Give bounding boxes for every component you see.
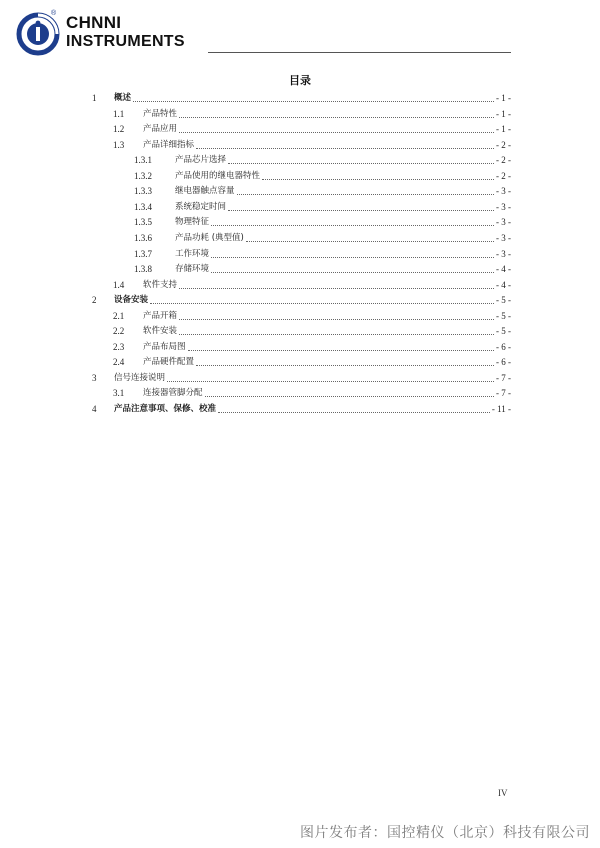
page-number: IV <box>498 788 508 798</box>
toc-entry-label[interactable]: 物理特征 <box>175 217 210 228</box>
toc-entry-number: 1.3.2 <box>134 170 152 181</box>
toc-entry-label[interactable]: 产品应用 <box>143 124 178 135</box>
toc-entry-page[interactable]: - 11 - <box>491 404 511 414</box>
toc-dot-leader <box>179 131 494 133</box>
toc-entry-page[interactable]: - 2 - <box>496 155 511 166</box>
toc-entry-label[interactable]: 产品开箱 <box>143 310 178 321</box>
toc-entry-label[interactable]: 软件安装 <box>143 326 178 337</box>
toc-dot-leader <box>167 380 494 382</box>
toc-entry[interactable] <box>92 291 511 306</box>
toc-entry-page[interactable]: - 5 - <box>496 326 511 337</box>
toc-title: 目录 <box>289 74 311 87</box>
toc-entry-number: 2.2 <box>113 326 125 337</box>
toc-dot-leader <box>188 349 494 351</box>
toc-entry-page[interactable]: - 3 - <box>496 186 511 197</box>
header-divider <box>208 52 511 53</box>
toc-dot-leader <box>246 240 494 242</box>
toc-entry-label[interactable]: 产品布局图 <box>143 341 186 352</box>
toc-entry-number: 1.2 <box>113 124 125 135</box>
toc-entry[interactable] <box>134 213 511 228</box>
toc-entry-label[interactable]: 产品注意事项、保修、校准 <box>114 404 217 414</box>
toc-dot-leader <box>218 411 490 413</box>
toc-entry[interactable] <box>92 369 511 384</box>
toc-entry-page[interactable]: - 5 - <box>496 295 511 306</box>
toc-dot-leader <box>150 302 494 304</box>
toc-entry-number: 1.3.1 <box>134 155 152 166</box>
toc-entry-number: 3.1 <box>113 388 125 399</box>
toc-dot-leader <box>237 193 494 195</box>
toc-entry-number: 3 <box>92 372 97 383</box>
toc-entry-number: 1.4 <box>113 279 125 290</box>
toc-dot-leader <box>205 395 494 397</box>
toc-entry[interactable] <box>113 322 511 337</box>
toc-entry-page[interactable]: - 1 - <box>496 93 511 103</box>
toc-entry-number: 2.3 <box>113 341 125 352</box>
toc-dot-leader <box>179 287 494 289</box>
toc-dot-leader <box>228 162 494 164</box>
toc-entry-number: 4 <box>92 404 97 414</box>
toc-entry-page[interactable]: - 1 - <box>496 108 511 119</box>
toc-entry[interactable] <box>134 260 511 275</box>
toc-entry-label[interactable]: 设备安装 <box>114 295 149 306</box>
toc-dot-leader <box>211 224 494 226</box>
toc-entry-number: 1.3.7 <box>134 248 152 259</box>
toc-entry-number: 1.3.3 <box>134 186 152 197</box>
toc-entry[interactable] <box>113 353 511 368</box>
toc-entry-page[interactable]: - 3 - <box>496 201 511 212</box>
toc-entry-label[interactable]: 工作环境 <box>175 248 210 259</box>
registered-mark: ® <box>51 10 57 17</box>
toc-entry-number: 2.1 <box>113 310 125 321</box>
brand-subtitle: INSTRUMENTS <box>66 33 185 50</box>
toc-entry-page[interactable]: - 2 - <box>496 170 511 181</box>
toc-dot-leader <box>262 178 494 180</box>
toc-entry-label[interactable]: 产品使用的继电器特性 <box>175 170 261 181</box>
brand-name: CHNNI <box>66 13 122 32</box>
toc-entry[interactable] <box>134 198 511 213</box>
toc-entry-label[interactable]: 产品特性 <box>143 108 178 119</box>
toc-entry[interactable] <box>113 120 511 135</box>
company-logo-icon <box>16 12 60 56</box>
toc-entry-label[interactable]: 产品功耗 (典型值) <box>175 232 244 243</box>
toc-entry-page[interactable]: - 2 - <box>496 139 511 150</box>
toc-entry-page[interactable]: - 6 - <box>496 341 511 352</box>
toc-entry-label[interactable]: 产品详细指标 <box>143 139 195 150</box>
toc-entry-label[interactable]: 软件支持 <box>143 279 178 290</box>
toc-dot-leader <box>196 364 494 366</box>
toc-dot-leader <box>179 318 494 320</box>
toc-entry-page[interactable]: - 7 - <box>496 388 511 399</box>
toc-entry-page[interactable]: - 6 - <box>496 357 511 368</box>
toc-entry-page[interactable]: - 4 - <box>496 279 511 290</box>
toc-entry-number: 1.3 <box>113 139 125 150</box>
toc-entry-label[interactable]: 产品硬件配置 <box>143 357 195 368</box>
toc-entry[interactable] <box>134 167 511 182</box>
toc-entry[interactable] <box>113 276 511 291</box>
toc-entry-label[interactable]: 系统稳定时间 <box>175 201 227 212</box>
toc-entry-page[interactable]: - 5 - <box>496 310 511 321</box>
toc-entry-number: 1.1 <box>113 108 125 119</box>
toc-entry[interactable] <box>92 89 511 104</box>
toc-entry[interactable] <box>134 151 511 166</box>
toc-entry-number: 1 <box>92 93 97 103</box>
toc-entry-page[interactable]: - 7 - <box>496 372 511 383</box>
toc-entry-page[interactable]: - 4 - <box>496 264 511 275</box>
toc-entry-number: 1.3.5 <box>134 217 152 228</box>
toc-entry-number: 2 <box>92 295 97 306</box>
toc-entry-label[interactable]: 概述 <box>114 93 132 103</box>
toc-dot-leader <box>211 256 494 258</box>
toc-entry[interactable] <box>134 245 511 260</box>
toc-entry-number: 1.3.8 <box>134 264 152 275</box>
toc-entry-number: 2.4 <box>113 357 125 368</box>
toc-dot-leader <box>211 271 494 273</box>
toc-entry[interactable] <box>113 105 511 120</box>
toc-entry-number: 1.3.4 <box>134 201 152 212</box>
toc-entry[interactable] <box>113 384 511 399</box>
toc-entry-page[interactable]: - 3 - <box>496 232 511 243</box>
toc-entry[interactable] <box>113 136 511 151</box>
toc-entry-label[interactable]: 存储环境 <box>175 264 210 275</box>
toc-entry-page[interactable]: - 3 - <box>496 248 511 259</box>
toc-entry-label[interactable]: 产品芯片选择 <box>175 155 227 166</box>
toc-dot-leader <box>228 209 494 211</box>
toc-entry-number: 1.3.6 <box>134 232 152 243</box>
toc-entry[interactable] <box>113 307 511 322</box>
toc-entry-label[interactable]: 连接器管脚分配 <box>143 388 203 399</box>
publisher-watermark: 图片发布者：国控精仪（北京）科技有限公司 <box>300 825 590 841</box>
toc-entry[interactable] <box>134 229 511 244</box>
toc-dot-leader <box>179 333 494 335</box>
toc-dot-leader <box>196 147 494 149</box>
toc-entry[interactable] <box>134 182 511 197</box>
toc-entry[interactable] <box>92 400 511 415</box>
toc-dot-leader <box>179 116 494 118</box>
toc-entry-page[interactable]: - 3 - <box>496 217 511 228</box>
toc-entry-label[interactable]: 信号连接说明 <box>114 372 166 383</box>
toc-entry-label[interactable]: 继电器触点容量 <box>175 186 235 197</box>
toc-entry-page[interactable]: - 1 - <box>496 124 511 135</box>
toc-entry[interactable] <box>113 338 511 353</box>
toc-dot-leader <box>133 100 494 102</box>
